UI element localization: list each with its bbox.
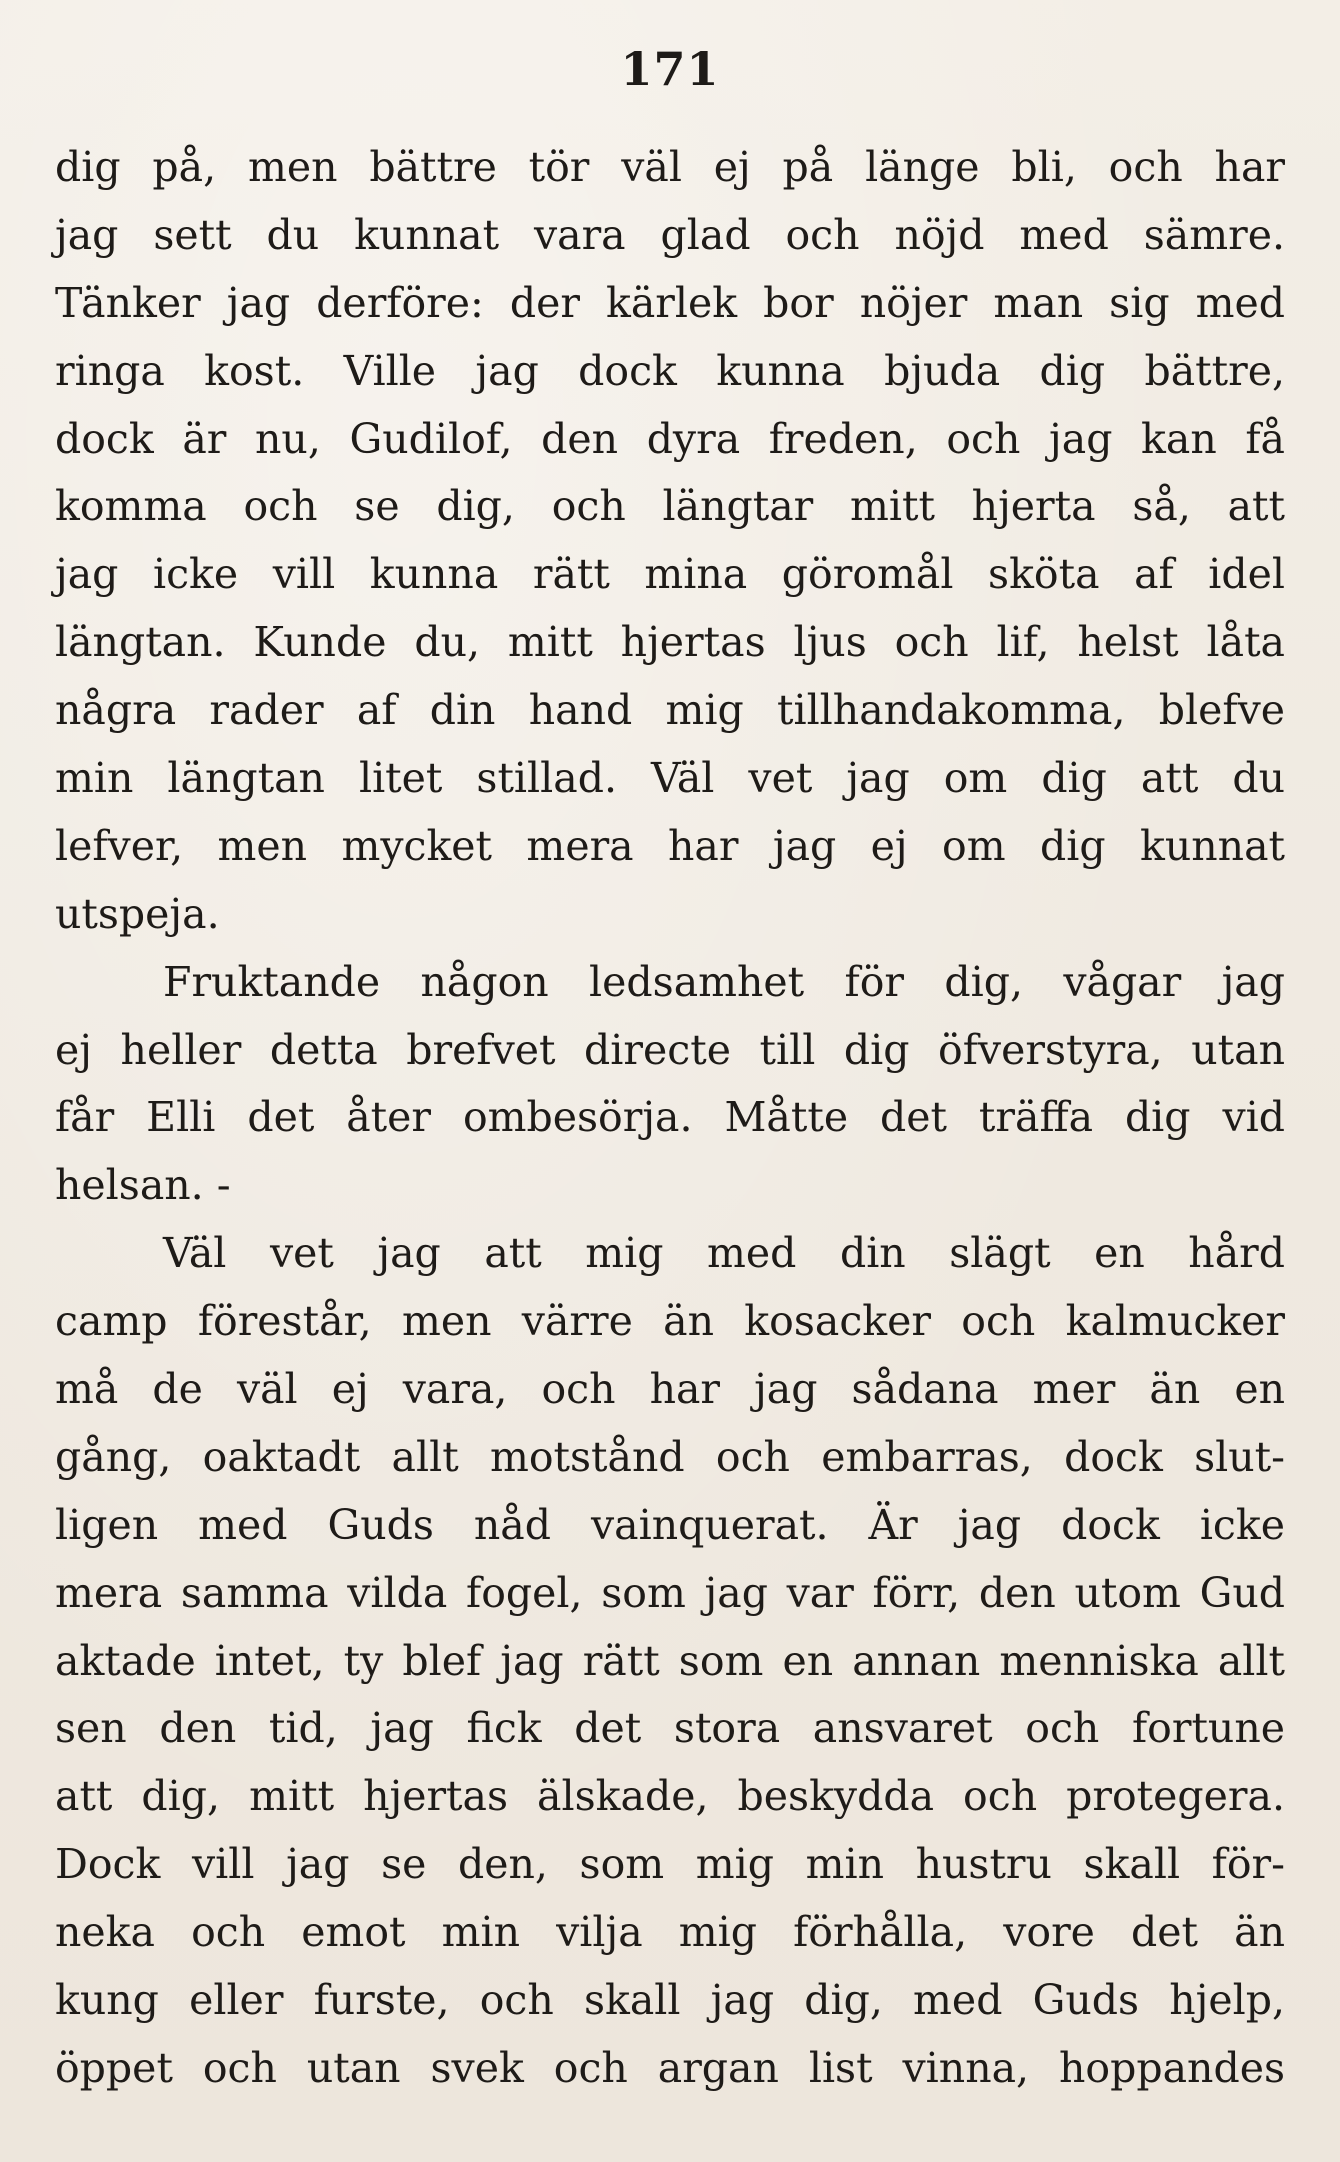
- text-line: min längtan litet stillad. Väl vet jag om dig att du: [55, 754, 1285, 803]
- text-line: ligen med Guds nåd vainquerat. Är jag dock icke: [55, 1500, 1285, 1549]
- text-line: gång, oaktadt allt motstånd och embarras, dock slut-: [55, 1432, 1285, 1481]
- text-line: jag sett du kunnat vara glad och nöjd med sämre.: [55, 210, 1285, 259]
- text-line: jag icke vill kunna rätt mina göromål sköta af idel: [55, 550, 1285, 599]
- text-line: dock är nu, Gudilof, den dyra freden, och jag kan få: [55, 414, 1285, 463]
- text-line: några rader af din hand mig tillhandakomma, blefve: [55, 686, 1285, 735]
- text-line: må de väl ej vara, och har jag sådana mer än en: [55, 1365, 1285, 1414]
- text-line: lefver, men mycket mera har jag ej om dig kunnat: [55, 821, 1285, 870]
- text-line: sen den tid, jag fick det stora ansvaret och fortune: [55, 1704, 1285, 1753]
- text-line: komma och se dig, och längtar mitt hjerta så, att: [55, 482, 1285, 531]
- text-line: utspeja.: [55, 889, 220, 938]
- text-line: aktade intet, ty blef jag rätt som en annan menniska allt: [55, 1636, 1285, 1685]
- text-line: neka och emot min vilja mig förhålla, vore det än: [55, 1908, 1285, 1957]
- body-text: [55, 134, 1285, 2103]
- text-line: mera samma vilda fogel, som jag var förr, den utom Gud: [55, 1568, 1285, 1617]
- text-line: Fruktande någon ledsamhet för dig, vågar jag: [163, 957, 1285, 1006]
- text-line: ej heller detta brefvet directe till dig öfverstyra, utan: [55, 1025, 1285, 1074]
- text-line: får Elli det åter ombesörja. Måtte det träffa dig vid: [55, 1093, 1285, 1142]
- text-line: ringa kost. Ville jag dock kunna bjuda dig bättre,: [55, 346, 1285, 395]
- text-line: helsan. -: [55, 1161, 231, 1210]
- text-line: dig på, men bättre tör väl ej på länge bli, och har: [55, 143, 1285, 191]
- text-line: Tänker jag derföre: der kärlek bor nöjer man sig med: [55, 278, 1285, 327]
- text-line: Dock vill jag se den, som mig min hustru skall för-: [55, 1840, 1285, 1889]
- text-line: att dig, mitt hjertas älskade, beskydda och protegera.: [55, 1772, 1285, 1821]
- text-line: camp förestår, men värre än kosacker och kalmucker: [55, 1297, 1285, 1346]
- text-line: Väl vet jag att mig med din slägt en hård: [163, 1229, 1285, 1278]
- text-line: längtan. Kunde du, mitt hjertas ljus och lif, helst låta: [55, 618, 1285, 667]
- page-number: 171: [620, 42, 720, 96]
- text-line: kung eller furste, och skall jag dig, med Guds hjelp,: [55, 1976, 1285, 2025]
- text-line: öppet och utan svek och argan list vinna, hoppandes: [55, 2043, 1285, 2092]
